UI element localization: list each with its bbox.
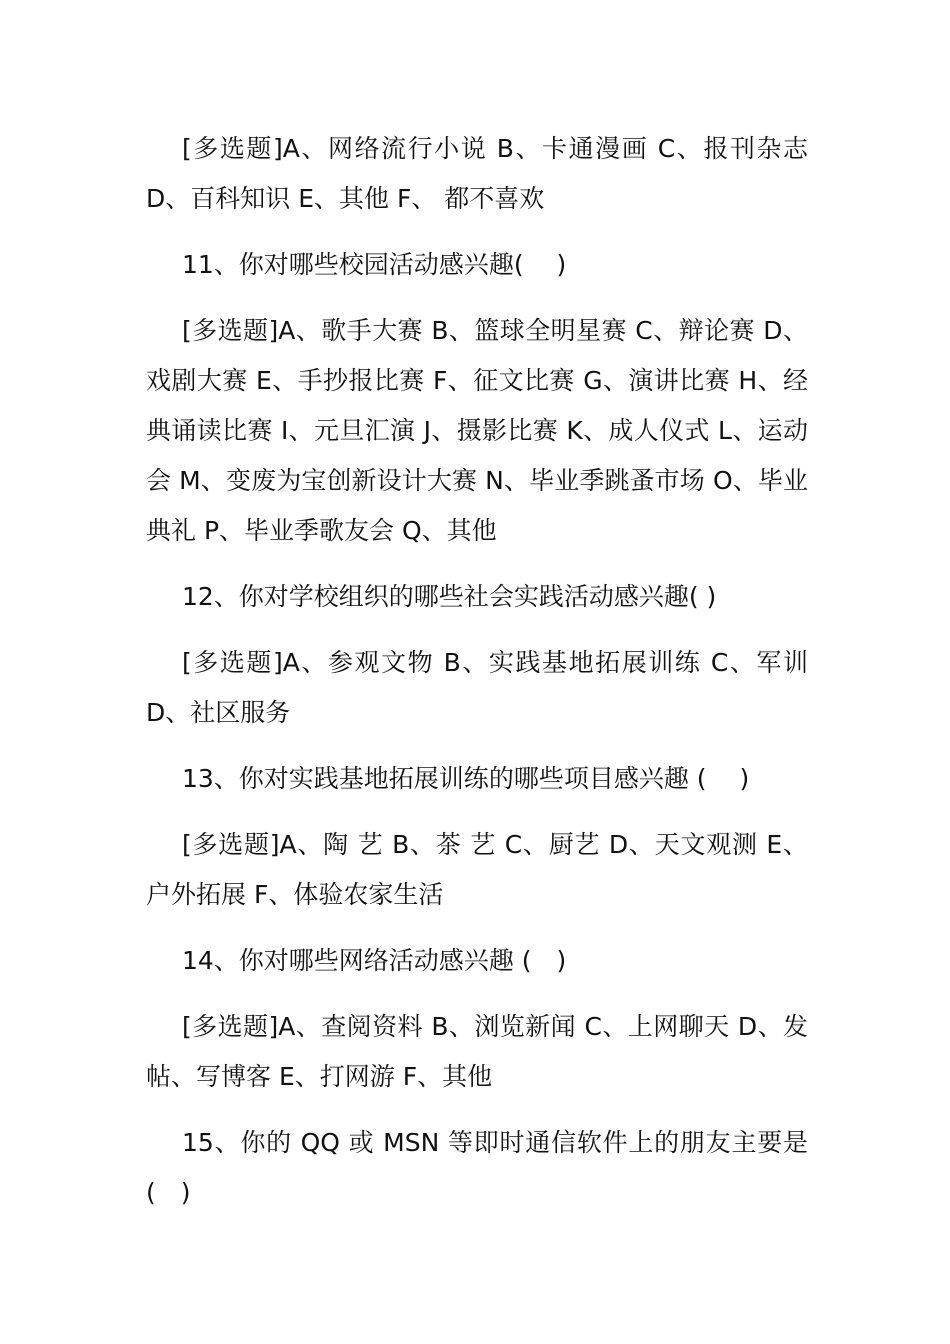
question-15: 15、你的 QQ 或 MSN 等即时通信软件上的朋友主要是( ) bbox=[146, 1128, 808, 1207]
answer-options-paragraph: [多选题]A、查阅资料 B、浏览新闻 C、上网聊天 D、发帖、写博客 E、打网游 F、其他 bbox=[146, 1012, 808, 1091]
answer-options-paragraph: [多选题]A、网络流行小说 B、卡通漫画 C、报刊杂志 D、百科知识 E、其他 F、 都不喜欢 bbox=[146, 134, 816, 213]
document-body bbox=[146, 124, 816, 1234]
question-13: 13、你对实践基地拓展训练的哪些项目感兴趣 ( ) bbox=[182, 764, 750, 793]
answer-options-paragraph: [多选题]A、参观文物 B、实践基地拓展训练 C、军训 D、社区服务 bbox=[146, 648, 816, 727]
answer-options-paragraph: [多选题]A、歌手大赛 B、篮球全明星赛 C、辩论赛 D、戏剧大赛 E、手抄报比赛 F、征文比赛 G、演讲比赛 H、经典诵读比赛 I、元旦汇演 J、摄影比赛 K、成人仪式 L、运动会 M、变废为宝创新设计大赛 N、毕业季跳蚤市场 O、毕业典礼 P、毕业季歌友会 Q、其他 bbox=[146, 316, 808, 545]
question-12: 12、你对学校组织的哪些社会实践活动感兴趣( ) bbox=[182, 582, 717, 611]
question-11: 11、你对哪些校园活动感兴趣( ) bbox=[182, 250, 567, 279]
question-14: 14、你对哪些网络活动感兴趣 ( ) bbox=[182, 946, 567, 975]
answer-options-paragraph: [多选题]A、陶 艺 B、茶 艺 C、厨艺 D、天文观测 E、户外拓展 F、体验农家生活 bbox=[146, 830, 808, 909]
